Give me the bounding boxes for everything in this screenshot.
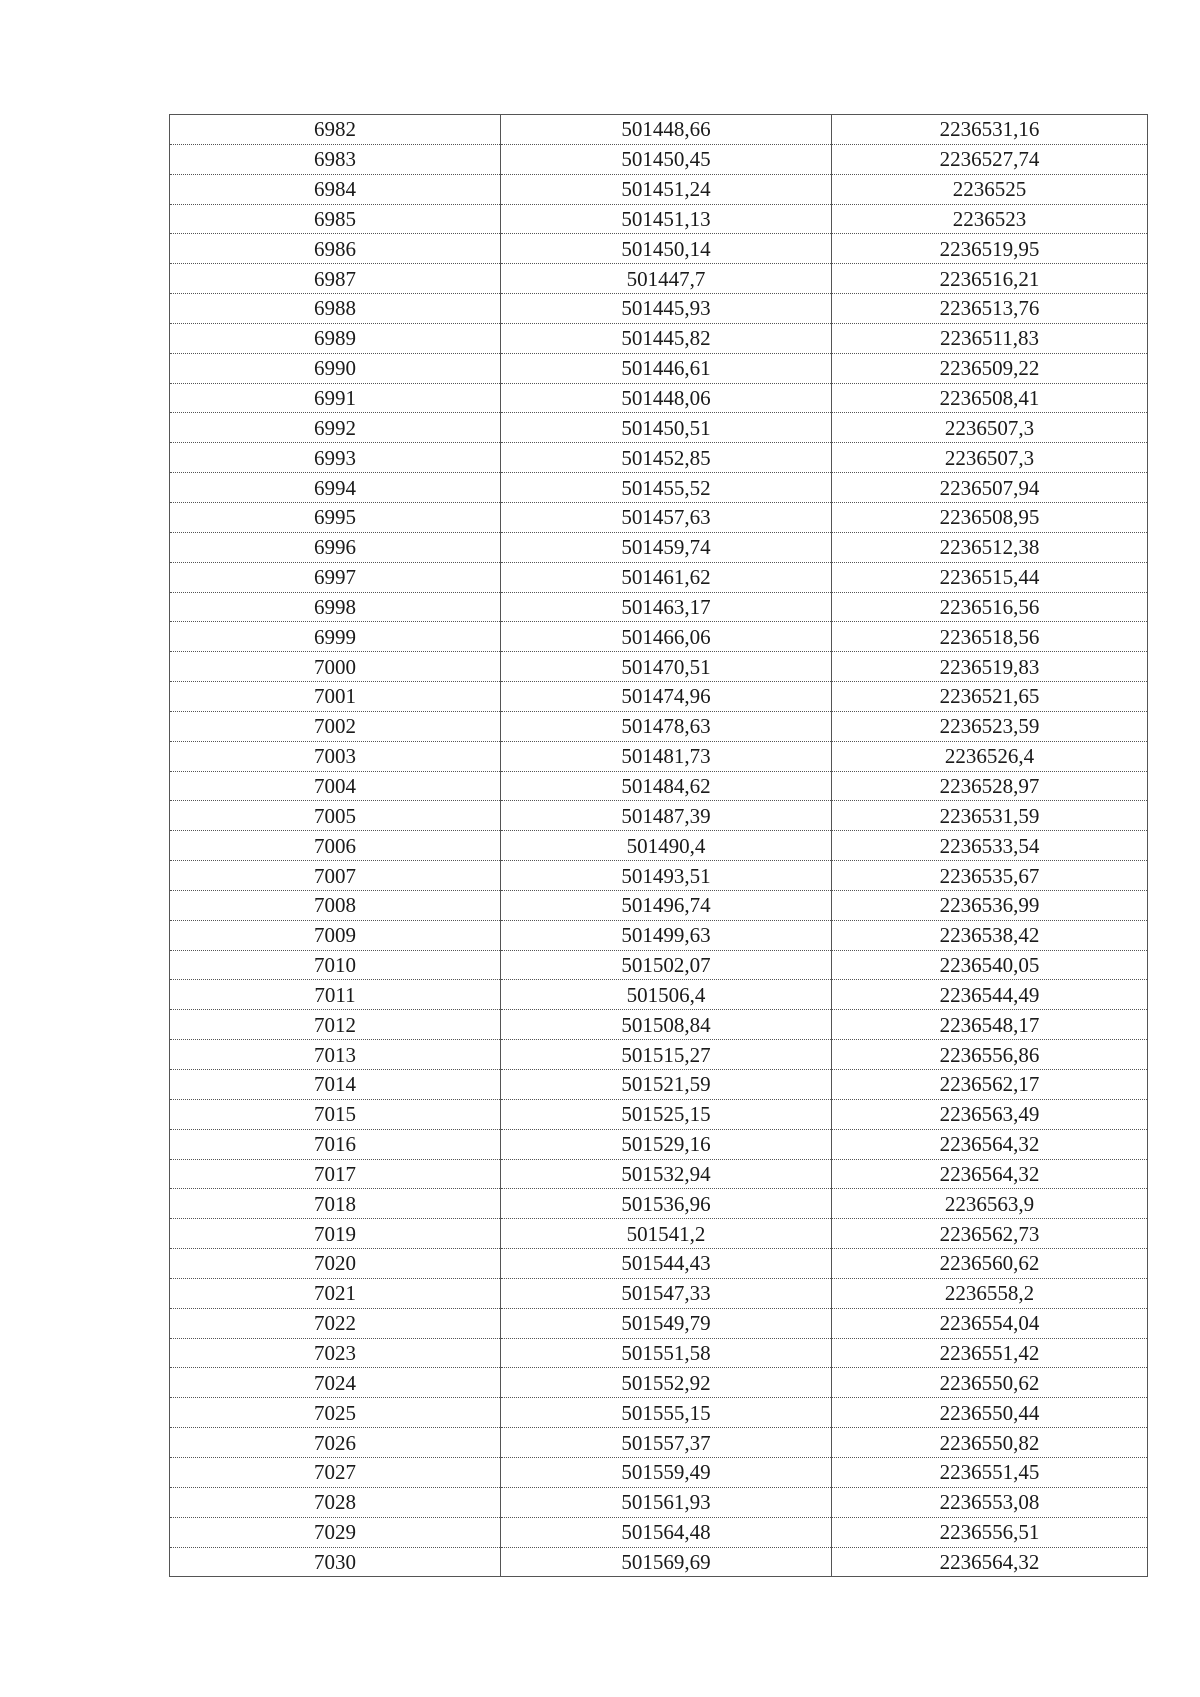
table-row — [170, 1040, 1148, 1070]
point-number-cell: 7022 — [170, 1308, 501, 1338]
x-coordinate-cell: 501487,39 — [501, 801, 832, 831]
table-row — [170, 473, 1148, 503]
table-row — [170, 1487, 1148, 1517]
table-row — [170, 115, 1148, 145]
y-coordinate-cell: 2236562,17 — [832, 1070, 1148, 1100]
y-coordinate-cell: 2236563,9 — [832, 1189, 1148, 1219]
table-row — [170, 1189, 1148, 1219]
point-number-cell: 7021 — [170, 1278, 501, 1308]
x-coordinate-cell: 501499,63 — [501, 920, 832, 950]
table-row — [170, 204, 1148, 234]
point-number-cell: 7025 — [170, 1398, 501, 1428]
x-coordinate-cell: 501455,52 — [501, 473, 832, 503]
point-number-cell: 7011 — [170, 980, 501, 1010]
table-row — [170, 861, 1148, 891]
y-coordinate-cell: 2236519,95 — [832, 234, 1148, 264]
x-coordinate-cell: 501451,13 — [501, 204, 832, 234]
y-coordinate-cell: 2236527,74 — [832, 144, 1148, 174]
y-coordinate-cell: 2236507,3 — [832, 443, 1148, 473]
point-number-cell: 7023 — [170, 1338, 501, 1368]
table-row — [170, 562, 1148, 592]
y-coordinate-cell: 2236525 — [832, 174, 1148, 204]
table-row — [170, 1457, 1148, 1487]
y-coordinate-cell: 2236554,04 — [832, 1308, 1148, 1338]
table-row — [170, 174, 1148, 204]
x-coordinate-cell: 501446,61 — [501, 353, 832, 383]
x-coordinate-cell: 501559,49 — [501, 1457, 832, 1487]
y-coordinate-cell: 2236533,54 — [832, 831, 1148, 861]
y-coordinate-cell: 2236507,3 — [832, 413, 1148, 443]
x-coordinate-cell: 501457,63 — [501, 502, 832, 532]
x-coordinate-cell: 501445,93 — [501, 294, 832, 324]
x-coordinate-cell: 501490,4 — [501, 831, 832, 861]
point-number-cell: 7017 — [170, 1159, 501, 1189]
point-number-cell: 6982 — [170, 115, 501, 145]
y-coordinate-cell: 2236518,56 — [832, 622, 1148, 652]
x-coordinate-cell: 501552,92 — [501, 1368, 832, 1398]
point-number-cell: 6997 — [170, 562, 501, 592]
table-row — [170, 353, 1148, 383]
x-coordinate-cell: 501466,06 — [501, 622, 832, 652]
y-coordinate-cell: 2236516,56 — [832, 592, 1148, 622]
table-row — [170, 1308, 1148, 1338]
y-coordinate-cell: 2236515,44 — [832, 562, 1148, 592]
point-number-cell: 7009 — [170, 920, 501, 950]
y-coordinate-cell: 2236564,32 — [832, 1129, 1148, 1159]
x-coordinate-cell: 501502,07 — [501, 950, 832, 980]
y-coordinate-cell: 2236526,4 — [832, 741, 1148, 771]
point-number-cell: 6985 — [170, 204, 501, 234]
point-number-cell: 7006 — [170, 831, 501, 861]
point-number-cell: 7014 — [170, 1070, 501, 1100]
point-number-cell: 7008 — [170, 890, 501, 920]
table-row — [170, 413, 1148, 443]
y-coordinate-cell: 2236538,42 — [832, 920, 1148, 950]
table-row — [170, 383, 1148, 413]
point-number-cell: 6983 — [170, 144, 501, 174]
table-row — [170, 234, 1148, 264]
y-coordinate-cell: 2236556,51 — [832, 1517, 1148, 1547]
point-number-cell: 7018 — [170, 1189, 501, 1219]
point-number-cell: 6992 — [170, 413, 501, 443]
y-coordinate-cell: 2236550,82 — [832, 1428, 1148, 1458]
y-coordinate-cell: 2236548,17 — [832, 1010, 1148, 1040]
table-row — [170, 1010, 1148, 1040]
x-coordinate-cell: 501450,51 — [501, 413, 832, 443]
y-coordinate-cell: 2236508,41 — [832, 383, 1148, 413]
x-coordinate-cell: 501448,06 — [501, 383, 832, 413]
point-number-cell: 6986 — [170, 234, 501, 264]
x-coordinate-cell: 501521,59 — [501, 1070, 832, 1100]
point-number-cell: 7030 — [170, 1547, 501, 1577]
point-number-cell: 7027 — [170, 1457, 501, 1487]
point-number-cell: 7001 — [170, 682, 501, 712]
table-row — [170, 1517, 1148, 1547]
x-coordinate-cell: 501536,96 — [501, 1189, 832, 1219]
y-coordinate-cell: 2236562,73 — [832, 1219, 1148, 1249]
point-number-cell: 7005 — [170, 801, 501, 831]
point-number-cell: 6998 — [170, 592, 501, 622]
table-row — [170, 1368, 1148, 1398]
point-number-cell: 7024 — [170, 1368, 501, 1398]
point-number-cell: 6993 — [170, 443, 501, 473]
x-coordinate-cell: 501525,15 — [501, 1099, 832, 1129]
y-coordinate-cell: 2236508,95 — [832, 502, 1148, 532]
table-row — [170, 1338, 1148, 1368]
table-row — [170, 1278, 1148, 1308]
y-coordinate-cell: 2236523 — [832, 204, 1148, 234]
point-number-cell: 7004 — [170, 771, 501, 801]
point-number-cell: 7019 — [170, 1219, 501, 1249]
x-coordinate-cell: 501450,14 — [501, 234, 832, 264]
x-coordinate-cell: 501557,37 — [501, 1428, 832, 1458]
table-row — [170, 1428, 1148, 1458]
y-coordinate-cell: 2236564,32 — [832, 1159, 1148, 1189]
x-coordinate-cell: 501474,96 — [501, 682, 832, 712]
table-row — [170, 622, 1148, 652]
x-coordinate-cell: 501448,66 — [501, 115, 832, 145]
table-row — [170, 264, 1148, 294]
y-coordinate-cell: 2236536,99 — [832, 890, 1148, 920]
y-coordinate-cell: 2236556,86 — [832, 1040, 1148, 1070]
y-coordinate-cell: 2236553,08 — [832, 1487, 1148, 1517]
y-coordinate-cell: 2236560,62 — [832, 1249, 1148, 1279]
point-number-cell: 6987 — [170, 264, 501, 294]
point-number-cell: 7000 — [170, 652, 501, 682]
x-coordinate-cell: 501450,45 — [501, 144, 832, 174]
table-row — [170, 1129, 1148, 1159]
table-row — [170, 831, 1148, 861]
point-number-cell: 6984 — [170, 174, 501, 204]
x-coordinate-cell: 501506,4 — [501, 980, 832, 1010]
x-coordinate-cell: 501569,69 — [501, 1547, 832, 1577]
y-coordinate-cell: 2236558,2 — [832, 1278, 1148, 1308]
table-row — [170, 1398, 1148, 1428]
y-coordinate-cell: 2236551,42 — [832, 1338, 1148, 1368]
point-number-cell: 7015 — [170, 1099, 501, 1129]
table-row — [170, 532, 1148, 562]
point-number-cell: 6988 — [170, 294, 501, 324]
table-row — [170, 682, 1148, 712]
point-number-cell: 6994 — [170, 473, 501, 503]
x-coordinate-cell: 501551,58 — [501, 1338, 832, 1368]
x-coordinate-cell: 501459,74 — [501, 532, 832, 562]
x-coordinate-cell: 501484,62 — [501, 771, 832, 801]
table-row — [170, 771, 1148, 801]
table-row — [170, 741, 1148, 771]
x-coordinate-cell: 501544,43 — [501, 1249, 832, 1279]
y-coordinate-cell: 2236551,45 — [832, 1457, 1148, 1487]
table-row — [170, 323, 1148, 353]
y-coordinate-cell: 2236550,44 — [832, 1398, 1148, 1428]
x-coordinate-cell: 501461,62 — [501, 562, 832, 592]
x-coordinate-cell: 501508,84 — [501, 1010, 832, 1040]
table-row — [170, 801, 1148, 831]
y-coordinate-cell: 2236563,49 — [832, 1099, 1148, 1129]
x-coordinate-cell: 501445,82 — [501, 323, 832, 353]
x-coordinate-cell: 501470,51 — [501, 652, 832, 682]
x-coordinate-cell: 501515,27 — [501, 1040, 832, 1070]
x-coordinate-cell: 501478,63 — [501, 711, 832, 741]
x-coordinate-cell: 501447,7 — [501, 264, 832, 294]
point-number-cell: 6989 — [170, 323, 501, 353]
point-number-cell: 7028 — [170, 1487, 501, 1517]
point-number-cell: 7013 — [170, 1040, 501, 1070]
table-row — [170, 711, 1148, 741]
table-row — [170, 980, 1148, 1010]
y-coordinate-cell: 2236535,67 — [832, 861, 1148, 891]
x-coordinate-cell: 501452,85 — [501, 443, 832, 473]
point-number-cell: 7020 — [170, 1249, 501, 1279]
point-number-cell: 6990 — [170, 353, 501, 383]
x-coordinate-cell: 501561,93 — [501, 1487, 832, 1517]
table-row — [170, 294, 1148, 324]
y-coordinate-cell: 2236516,21 — [832, 264, 1148, 294]
x-coordinate-cell: 501463,17 — [501, 592, 832, 622]
coordinates-table-body — [170, 115, 1148, 1577]
point-number-cell: 7010 — [170, 950, 501, 980]
point-number-cell: 6999 — [170, 622, 501, 652]
table-row — [170, 652, 1148, 682]
table-row — [170, 920, 1148, 950]
y-coordinate-cell: 2236519,83 — [832, 652, 1148, 682]
x-coordinate-cell: 501493,51 — [501, 861, 832, 891]
table-row — [170, 950, 1148, 980]
y-coordinate-cell: 2236544,49 — [832, 980, 1148, 1010]
point-number-cell: 7007 — [170, 861, 501, 891]
point-number-cell: 7012 — [170, 1010, 501, 1040]
point-number-cell: 7026 — [170, 1428, 501, 1458]
x-coordinate-cell: 501529,16 — [501, 1129, 832, 1159]
y-coordinate-cell: 2236531,59 — [832, 801, 1148, 831]
y-coordinate-cell: 2236509,22 — [832, 353, 1148, 383]
y-coordinate-cell: 2236511,83 — [832, 323, 1148, 353]
x-coordinate-cell: 501541,2 — [501, 1219, 832, 1249]
table-row — [170, 1070, 1148, 1100]
table-row — [170, 144, 1148, 174]
point-number-cell: 7016 — [170, 1129, 501, 1159]
table-row — [170, 502, 1148, 532]
table-row — [170, 592, 1148, 622]
y-coordinate-cell: 2236540,05 — [832, 950, 1148, 980]
y-coordinate-cell: 2236513,76 — [832, 294, 1148, 324]
y-coordinate-cell: 2236528,97 — [832, 771, 1148, 801]
table-row — [170, 1159, 1148, 1189]
table-row — [170, 1249, 1148, 1279]
point-number-cell: 6995 — [170, 502, 501, 532]
point-number-cell: 6991 — [170, 383, 501, 413]
y-coordinate-cell: 2236507,94 — [832, 473, 1148, 503]
point-number-cell: 6996 — [170, 532, 501, 562]
table-row — [170, 1219, 1148, 1249]
point-number-cell: 7002 — [170, 711, 501, 741]
table-row — [170, 443, 1148, 473]
x-coordinate-cell: 501549,79 — [501, 1308, 832, 1338]
x-coordinate-cell: 501496,74 — [501, 890, 832, 920]
x-coordinate-cell: 501481,73 — [501, 741, 832, 771]
coordinates-table — [169, 114, 1148, 1577]
x-coordinate-cell: 501564,48 — [501, 1517, 832, 1547]
y-coordinate-cell: 2236521,65 — [832, 682, 1148, 712]
x-coordinate-cell: 501532,94 — [501, 1159, 832, 1189]
x-coordinate-cell: 501555,15 — [501, 1398, 832, 1428]
y-coordinate-cell: 2236550,62 — [832, 1368, 1148, 1398]
table-row — [170, 890, 1148, 920]
y-coordinate-cell: 2236523,59 — [832, 711, 1148, 741]
x-coordinate-cell: 501451,24 — [501, 174, 832, 204]
x-coordinate-cell: 501547,33 — [501, 1278, 832, 1308]
y-coordinate-cell: 2236564,32 — [832, 1547, 1148, 1577]
point-number-cell: 7029 — [170, 1517, 501, 1547]
table-row — [170, 1099, 1148, 1129]
y-coordinate-cell: 2236531,16 — [832, 115, 1148, 145]
table-row — [170, 1547, 1148, 1577]
y-coordinate-cell: 2236512,38 — [832, 532, 1148, 562]
point-number-cell: 7003 — [170, 741, 501, 771]
